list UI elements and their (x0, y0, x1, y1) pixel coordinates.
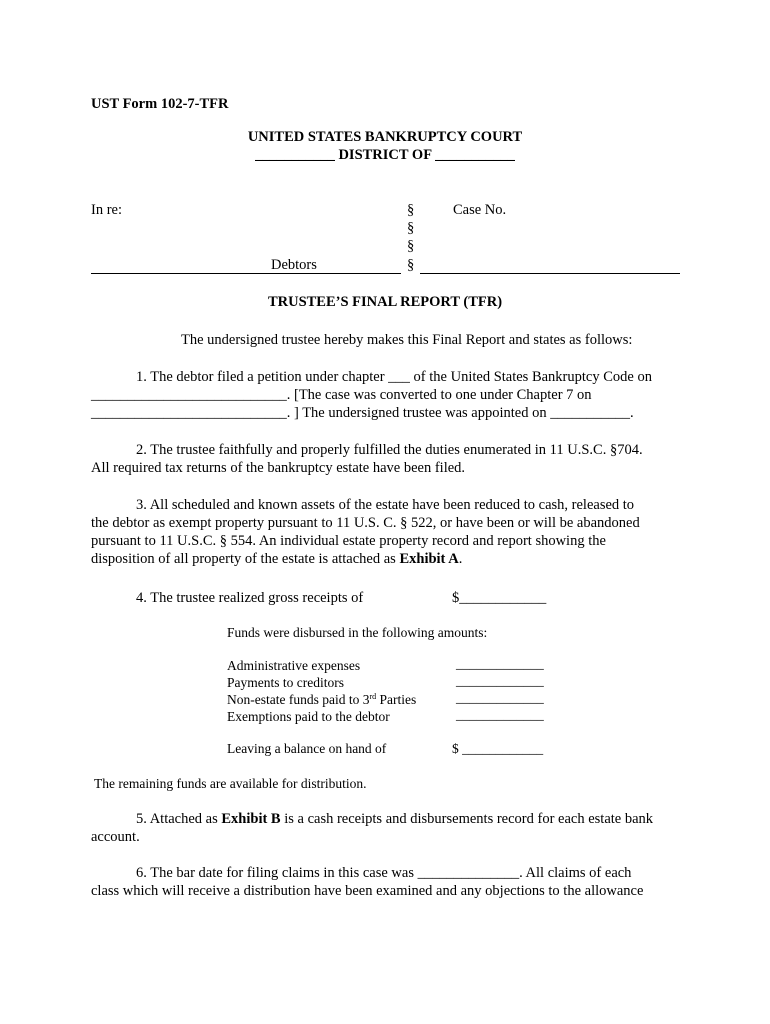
section-mark: § (407, 202, 415, 218)
disbursement-label-text: Parties (376, 692, 417, 707)
funds-disbursed-intro: Funds were disbursed in the following amounts: (227, 625, 488, 640)
paragraph-3-text: disposition of all property of the estate is attached as (91, 551, 400, 567)
paragraph-5-text: is a cash receipts and disbursements record for each estate bank (280, 811, 654, 827)
paragraph-5-line (136, 810, 653, 828)
court-district: ___________ DISTRICT OF ___________ (255, 147, 515, 163)
paragraph-2-line: All required tax returns of the bankruptcy estate have been filed. (91, 460, 466, 476)
paragraph-1-line: ___________________________. ] The undersigned trustee was appointed on ___________. (91, 405, 634, 421)
section-mark: § (407, 220, 415, 236)
paragraph-3-line: pursuant to 11 U.S.C. § 554. An individual estate property record and report showing the (91, 533, 606, 549)
disbursement-blank: _____________ (456, 690, 544, 705)
paragraph-3-line: 3. All scheduled and known assets of the estate have been reduced to cash, released to (136, 497, 635, 513)
gross-receipts-label: 4. The trustee realized gross receipts of (136, 590, 364, 606)
court-name: UNITED STATES BANKRUPTCY COURT (247, 129, 523, 145)
exhibit-b-reference: Exhibit B (221, 811, 281, 827)
caption-rule-left (91, 273, 401, 274)
disbursement-label (227, 691, 416, 709)
gross-receipts-amount: $____________ (452, 590, 547, 606)
disbursement-blank: _____________ (456, 673, 544, 688)
section-mark: § (407, 238, 415, 254)
paragraph-5-line: account. (91, 829, 140, 845)
remaining-funds-note: The remaining funds are available for distribution. (94, 776, 367, 791)
paragraph-3-line (91, 550, 462, 568)
intro-text: The undersigned trustee hereby makes this Final Report and states as follows: (181, 332, 633, 348)
paragraph-6-line: class which will receive a distribution have been examined and any objections to the allowance (91, 883, 644, 899)
paragraph-3-period: . (458, 551, 463, 567)
balance-label: Leaving a balance on hand of (227, 741, 387, 756)
disbursement-blank: _____________ (456, 707, 544, 722)
paragraph-3-line: the debtor as exempt property pursuant to 11 U.S. C. § 522, or have been or will be abandoned (91, 515, 640, 531)
disbursement-label: Payments to creditors (227, 675, 344, 690)
case-number-label: Case No. (453, 202, 507, 218)
paragraph-1-line: ___________________________. [The case was converted to one under Chapter 7 on (91, 387, 592, 403)
paragraph-5-text: 5. Attached as (136, 811, 222, 827)
report-title: TRUSTEE’S FINAL REPORT (TFR) (267, 294, 503, 310)
ordinal-suffix: rd (369, 692, 377, 701)
debtors-label: Debtors (271, 257, 317, 273)
caption-rule-right (420, 273, 680, 274)
disbursement-label-text: Non-estate funds paid to 3 (227, 692, 370, 707)
paragraph-6-line: 6. The bar date for filing claims in this case was ______________. All claims of each (136, 865, 632, 881)
disbursement-label: Exemptions paid to the debtor (227, 709, 390, 724)
disbursement-blank: _____________ (456, 656, 544, 671)
disbursement-label: Administrative expenses (227, 658, 361, 673)
paragraph-2-line: 2. The trustee faithfully and properly fulfilled the duties enumerated in 11 U.S.C. §704. (136, 442, 643, 458)
section-mark: § (407, 257, 415, 273)
in-re-label: In re: (91, 202, 122, 218)
exhibit-a-reference: Exhibit A (399, 551, 459, 567)
form-id: UST Form 102-7-TFR (91, 96, 229, 112)
balance-amount: $ ____________ (452, 741, 544, 756)
paragraph-1-line: 1. The debtor filed a petition under chapter ___ of the United States Bankruptcy Code on (136, 369, 652, 385)
